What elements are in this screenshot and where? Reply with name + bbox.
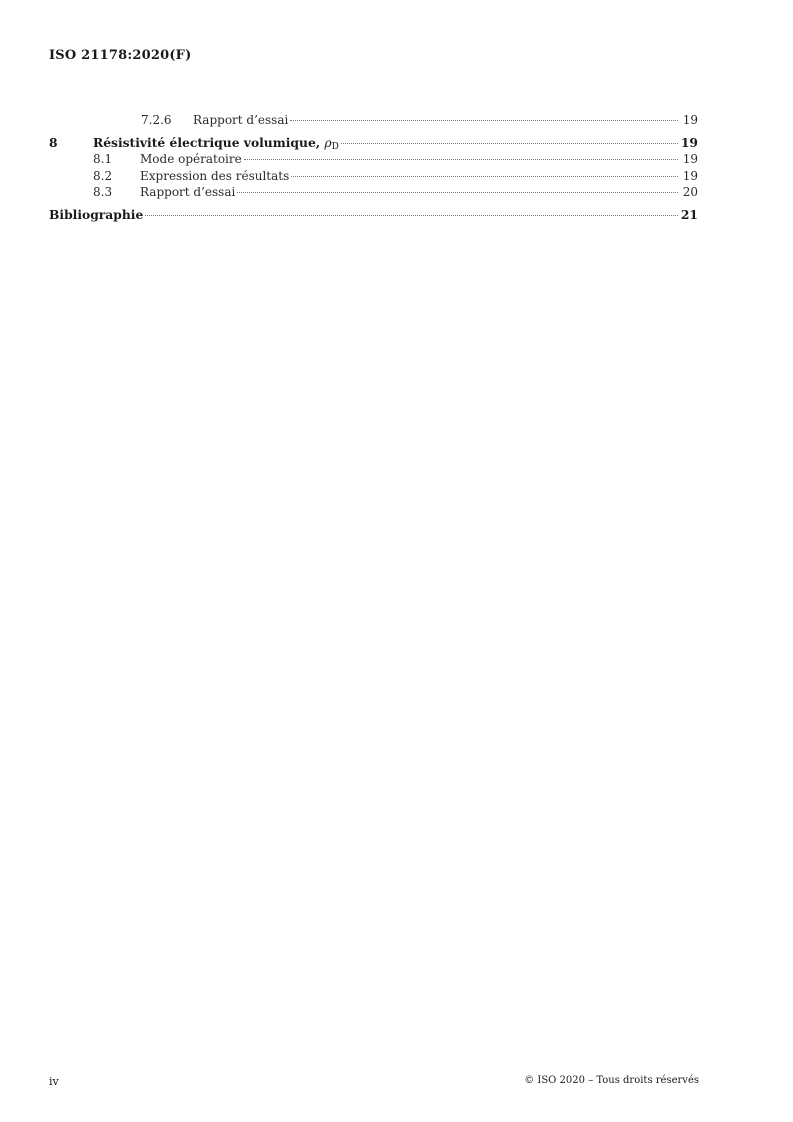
toc-entry-8[interactable] [49,135,698,152]
toc-leader-dots [145,215,678,216]
toc-entry-page: 21 [680,206,698,222]
toc-entry-page: 19 [680,134,698,150]
toc-leader-dots [291,176,678,177]
toc-entry-bibliographie[interactable] [49,207,698,224]
toc-entry-page: 19 [682,168,698,183]
toc-entry-page: 19 [682,152,698,166]
toc-entry-title: Rapport d’essai [140,185,236,199]
toc-entry-title: Bibliographie [49,206,144,222]
toc-leader-dots [237,192,678,193]
rho-subscript: D [331,141,339,152]
toc-entry-page: 20 [682,185,698,199]
toc-entry-page: 19 [682,113,698,127]
toc-entry-number: 8.2 [93,168,113,183]
rho-symbol: ρ [324,135,332,150]
toc-entry-title: Expression des résultats [140,168,290,183]
toc-entry-number: 8.3 [93,185,113,199]
page-number: iv [49,1075,59,1088]
toc-entry-title: Mode opératoire [140,152,242,166]
toc-entry-number: 8 [49,134,58,150]
copyright-notice: © ISO 2020 – Tous droits réservés [524,1075,699,1086]
toc-entry-title: Rapport d’essai [193,113,289,127]
document-id: ISO 21178:2020(F) [49,48,192,63]
toc-entry-8-3[interactable] [49,184,698,201]
toc-entry-8-2[interactable] [49,168,698,185]
toc-leader-dots [244,159,678,160]
toc-entry-number: 7.2.6 [141,113,172,127]
toc-entry-title: Résistivité électrique volumique, [93,134,325,150]
toc-leader-dots [341,143,678,144]
table-of-contents [49,112,698,223]
toc-leader-dots [290,120,678,121]
toc-entry-number: 8.1 [93,152,113,166]
toc-entry-8-1[interactable] [49,151,698,168]
toc-entry-7-2-6[interactable] [49,112,698,129]
